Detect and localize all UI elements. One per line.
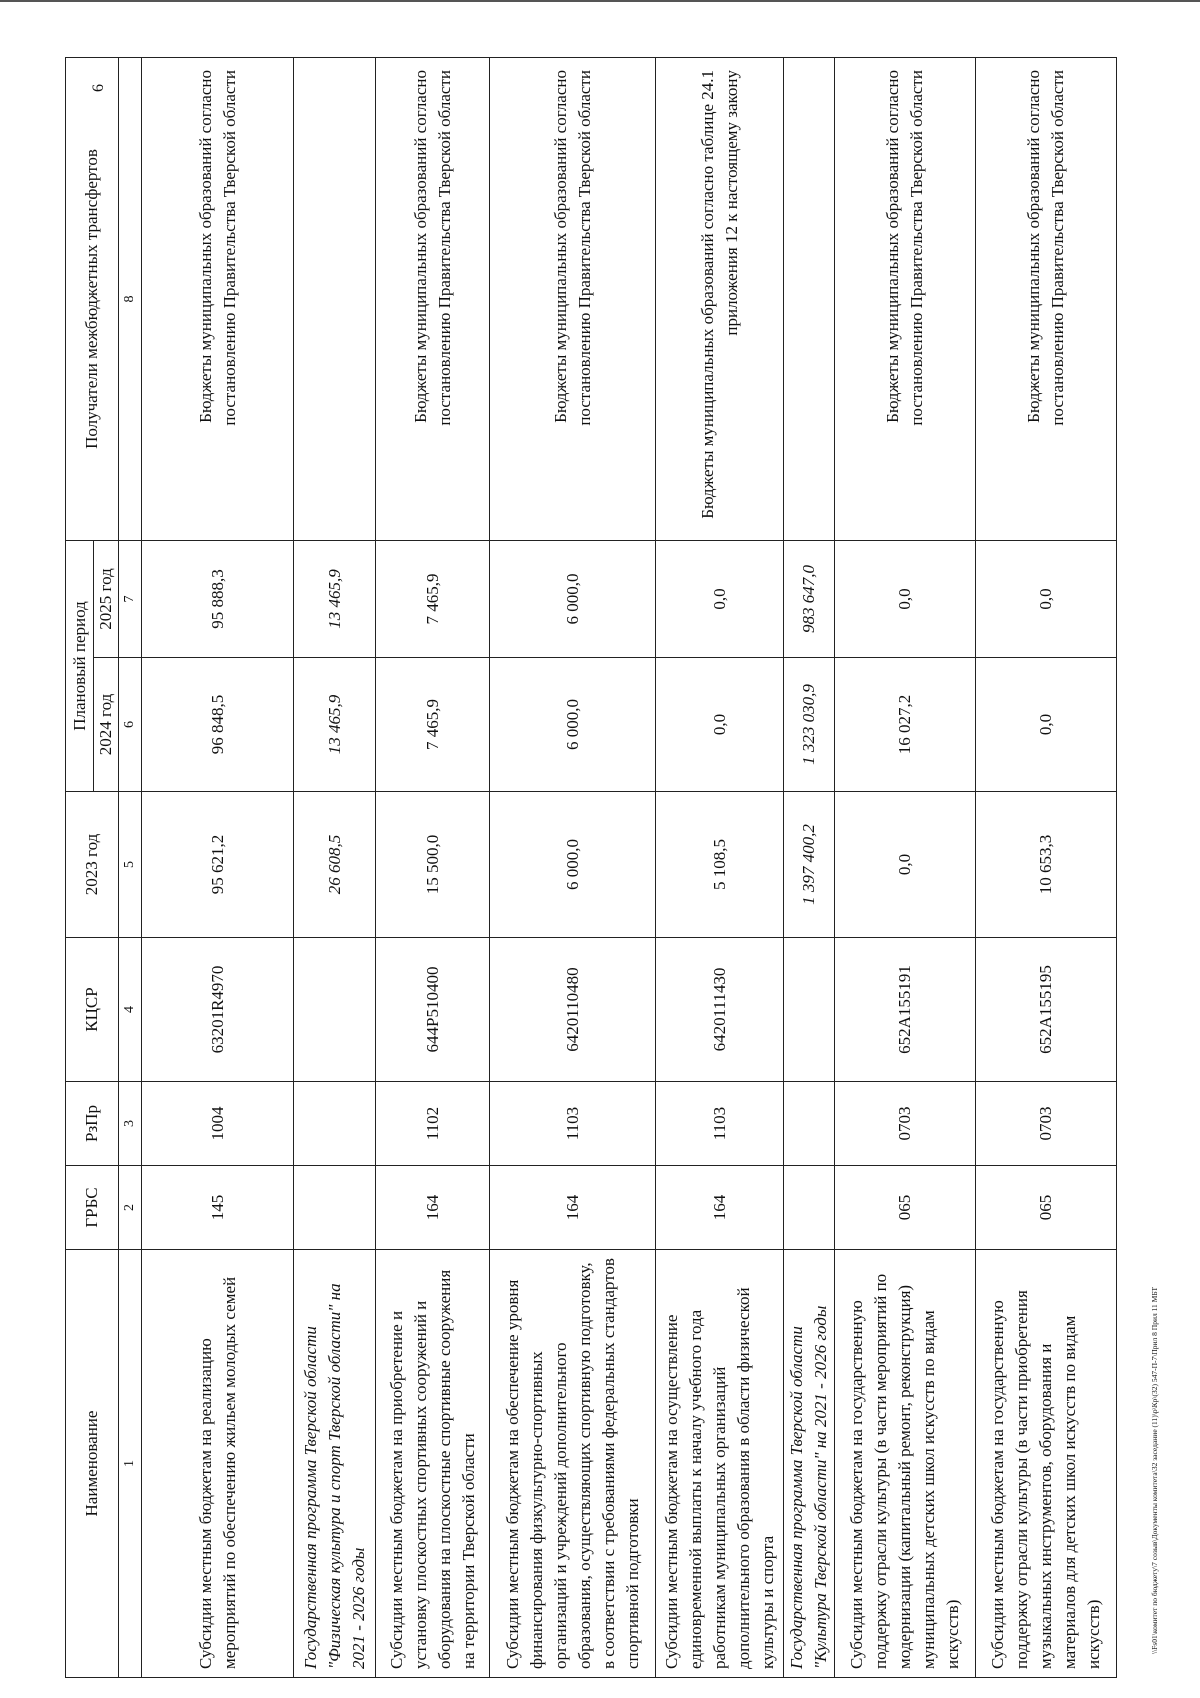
- footer-file-path: \\Fs01\комитет по бюджету\7 созыв\Документы комитета\32 заседание (11)\р\Кр\(32) 547-П-7\Прил 8 Прил 11 МБТ: [1150, 1286, 1159, 1654]
- table-row: [490, 57, 656, 1677]
- row-name: Субсидии местным бюджетам на осуществление единовременной выплаты к началу учебного года работникам муниципальных организаций дополнительного образования в области физической культуры и спорта: [656, 1250, 784, 1678]
- row-grbs: 164: [490, 1166, 656, 1250]
- column-number: 5: [119, 792, 142, 938]
- row-recipient: Бюджеты муниципальных образований согласно постановлению Правительства Тверской области: [142, 57, 294, 540]
- row-kcsr: 6420110480: [490, 938, 656, 1082]
- row-name: Субсидии местным бюджетам на обеспечение уровня финансирования физкультурно-спортивных организаций и учреждений дополнительного образования, осуществляющих спортивную подготовку, в соответствии с требованиями федеральных стандартов спортивной подготовки: [490, 1250, 656, 1678]
- row-recipient: Бюджеты муниципальных образований согласно таблице 24.1 приложения 12 к настоящему закону: [656, 57, 784, 540]
- row-name: Государственная программа Тверской области "Физическая культура и спорт Тверской области" на 2021 - 2026 годы: [294, 1250, 376, 1678]
- row-kcsr: 652A155195: [976, 938, 1117, 1082]
- column-number: 4: [119, 938, 142, 1082]
- header-kcsr: КЦСР: [66, 938, 119, 1082]
- row-rzpr: 0703: [835, 1082, 976, 1166]
- column-number: 7: [119, 540, 142, 657]
- row-2024: 7 465,9: [376, 658, 490, 792]
- row-kcsr: 644P510400: [376, 938, 490, 1082]
- row-name: Субсидии местным бюджетам на приобретение и установку плоскостных спортивных сооружений и оборудования на плоскостные спортивные сооружения на территории Тверской области: [376, 1250, 490, 1678]
- header-grbs: ГРБС: [66, 1166, 119, 1250]
- row-recipient: Бюджеты муниципальных образований согласно постановлению Правительства Тверской области: [835, 57, 976, 540]
- row-2025: 13 465,9: [294, 540, 376, 657]
- row-rzpr: 1102: [376, 1082, 490, 1166]
- budget-transfers-table: [65, 57, 1117, 1678]
- header-rzpr: РзПр: [66, 1082, 119, 1166]
- row-rzpr: 1004: [142, 1082, 294, 1166]
- row-name: Субсидии местным бюджетам на государственную поддержку отрасли культуры (в части приобретения музыкальных инструментов, оборудования и материалов для детских школ искусств по видам искусств): [976, 1250, 1117, 1678]
- row-name: Государственная программа Тверской области "Культура Тверской области" на 2021 - 2026 годы: [784, 1250, 835, 1678]
- table-row: [376, 57, 490, 1677]
- row-2024: 0,0: [656, 658, 784, 792]
- row-grbs: 145: [142, 1166, 294, 1250]
- row-2023: 0,0: [835, 792, 976, 938]
- table-row: [656, 57, 784, 1677]
- row-2023: 5 108,5: [656, 792, 784, 938]
- row-grbs: [784, 1166, 835, 1250]
- row-2024: 13 465,9: [294, 658, 376, 792]
- row-2024: 6 000,0: [490, 658, 656, 792]
- row-kcsr: [784, 938, 835, 1082]
- row-2023: 6 000,0: [490, 792, 656, 938]
- row-grbs: 065: [835, 1166, 976, 1250]
- table-row-program: [784, 57, 835, 1677]
- row-kcsr: 652A155191: [835, 938, 976, 1082]
- row-rzpr: 1103: [490, 1082, 656, 1166]
- row-kcsr: 6420111430: [656, 938, 784, 1082]
- row-recipient: Бюджеты муниципальных образований согласно постановлению Правительства Тверской области: [976, 57, 1117, 540]
- column-number: 3: [119, 1082, 142, 1166]
- table-row: [976, 57, 1117, 1677]
- row-rzpr: [294, 1082, 376, 1166]
- row-2024: 0,0: [976, 658, 1117, 792]
- row-2025: 6 000,0: [490, 540, 656, 657]
- row-kcsr: [294, 938, 376, 1082]
- row-2023: 95 621,2: [142, 792, 294, 938]
- row-name: Субсидии местным бюджетам на государственную поддержку отрасли культуры (в части мероприятий по модернизации (капитальный ремонт, реконструкция) муниципальных детских школ искусств по видам искусств): [835, 1250, 976, 1678]
- row-2025: 7 465,9: [376, 540, 490, 657]
- row-2023: 15 500,0: [376, 792, 490, 938]
- row-recipient: [784, 57, 835, 540]
- header-2025: 2025 год: [94, 540, 119, 657]
- row-2024: 1 323 030,9: [784, 658, 835, 792]
- header-name: Наименование: [66, 1250, 119, 1678]
- table-row-program: [294, 57, 376, 1677]
- row-rzpr: 1103: [656, 1082, 784, 1166]
- column-number: 8: [119, 57, 142, 540]
- row-2024: 16 027,2: [835, 658, 976, 792]
- row-recipient: Бюджеты муниципальных образований согласно постановлению Правительства Тверской области: [376, 57, 490, 540]
- table-row: [142, 57, 294, 1677]
- column-number: 1: [119, 1250, 142, 1678]
- header-row: [66, 57, 94, 1677]
- row-2025: 0,0: [835, 540, 976, 657]
- header-recipients: Получатели межбюджетных трансфертов: [66, 57, 119, 540]
- row-2024: 96 848,5: [142, 658, 294, 792]
- row-name: Субсидии местным бюджетам на реализацию мероприятий по обеспечению жильем молодых семей: [142, 1250, 294, 1678]
- page-number: 6: [90, 84, 107, 92]
- row-grbs: [294, 1166, 376, 1250]
- row-2023: 1 397 400,2: [784, 792, 835, 938]
- column-number: 6: [119, 658, 142, 792]
- row-2025: 0,0: [976, 540, 1117, 657]
- row-recipient: Бюджеты муниципальных образований согласно постановлению Правительства Тверской области: [490, 57, 656, 540]
- row-2025: 983 647,0: [784, 540, 835, 657]
- column-number: 2: [119, 1166, 142, 1250]
- row-grbs: 164: [656, 1166, 784, 1250]
- column-number-row: [119, 57, 142, 1677]
- header-2024: 2024 год: [94, 658, 119, 792]
- row-2025: 95 888,3: [142, 540, 294, 657]
- row-grbs: 164: [376, 1166, 490, 1250]
- row-recipient: [294, 57, 376, 540]
- header-2023: 2023 год: [66, 792, 119, 938]
- table-row: [835, 57, 976, 1677]
- row-kcsr: 63201R4970: [142, 938, 294, 1082]
- row-grbs: 065: [976, 1166, 1117, 1250]
- row-2025: 0,0: [656, 540, 784, 657]
- row-2023: 10 653,3: [976, 792, 1117, 938]
- row-rzpr: 0703: [976, 1082, 1117, 1166]
- header-planned-period: Плановый период: [66, 540, 94, 791]
- row-rzpr: [784, 1082, 835, 1166]
- row-2023: 26 608,5: [294, 792, 376, 938]
